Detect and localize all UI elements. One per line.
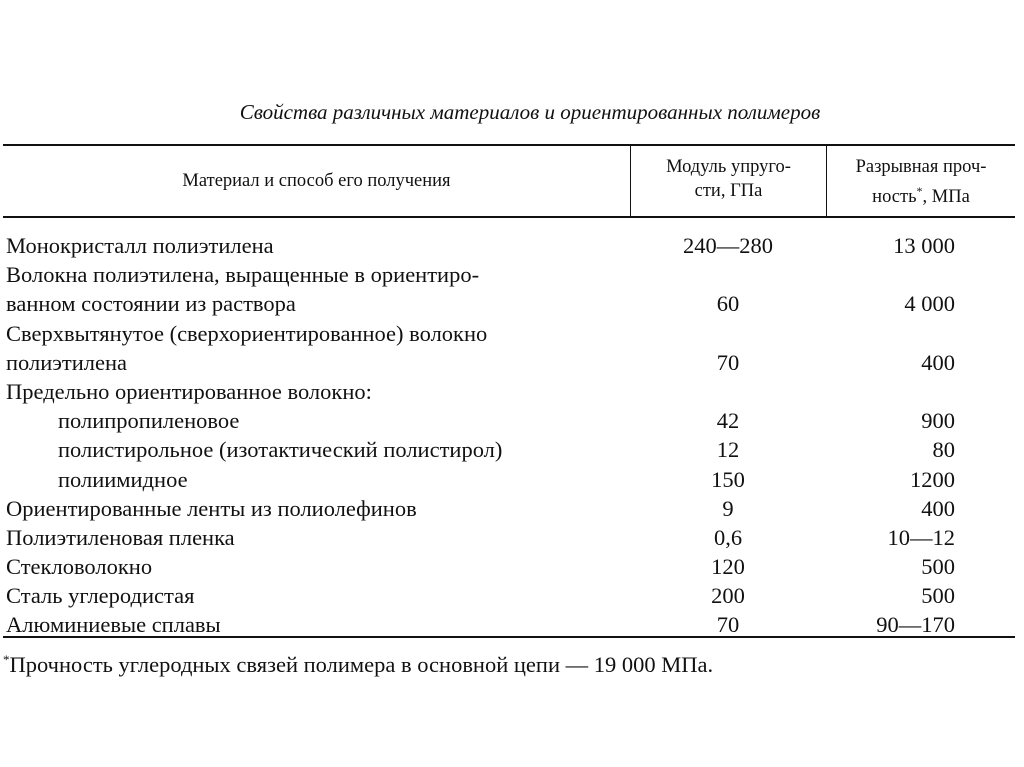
modulus-cell: 120 [711,554,745,580]
strength-cell: 13 000 [893,233,955,258]
material-cell: полистирольное (изотактический полистирол) [58,437,503,463]
table-row [0,465,1024,494]
table-row [0,406,1024,435]
header-strength-line2 [827,179,1015,209]
modulus-cell: 70 [716,349,740,375]
strength-cell: 500 [921,583,955,609]
header-strength-unit: , МПа [922,187,970,208]
table-row [0,552,1024,581]
modulus-cell: 0,6 [713,524,743,550]
modulus-cell: 60 [716,291,740,317]
header-modulus [631,155,826,203]
table-row [0,610,1024,639]
footnote-mark: * [916,184,923,198]
strength-cell: 1200 [910,466,955,492]
strength-cell: 90—170 [876,612,955,638]
header-bottom-rule [3,216,1015,218]
table-top-rule [3,144,1015,146]
header-modulus-line2: сти, ГПа [694,181,763,201]
modulus-cell: 12 [716,437,740,463]
material-cell: Предельно ориентированное волокно: [6,378,372,404]
strength-cell: 400 [921,495,955,521]
material-cell: Ориентированные ленты из полиолефинов [6,495,417,521]
footnote-mark: * [3,652,10,667]
material-cell: полиэтилена [6,349,128,375]
table-body [0,231,1024,640]
strength-cell: 500 [921,554,955,580]
footnote [3,652,713,678]
table-row [0,581,1024,610]
material-cell: Волокна полиэтилена, выращенные в ориентиро- [6,262,480,288]
modulus-cell: 150 [711,466,745,492]
table-row [0,289,1024,318]
material-cell: ванном состоянии из раствора [6,291,296,317]
footnote-text: Прочность углеродных связей полимера в основной цепи — 19 000 МПа. [9,652,714,677]
material-cell: полипропиленовое [58,408,240,434]
material-cell: Сталь углеродистая [6,583,195,609]
modulus-cell: 9 [722,495,734,521]
table-title: Свойства различных материалов и ориентированных полимеров [239,100,821,124]
material-cell: Монокристалл полиэтилена [6,233,274,258]
table-row [0,319,1024,348]
table-row [0,523,1024,552]
strength-cell: 900 [921,408,955,434]
strength-cell: 400 [921,349,955,375]
header-strength [827,155,1015,209]
table-row [0,231,1024,260]
strength-cell: 4 000 [904,291,955,317]
table-row [0,377,1024,406]
modulus-cell: 200 [711,583,745,609]
header-modulus-line1: Модуль упруго- [666,157,791,177]
header-material: Материал и способ его получения [182,171,451,191]
strength-cell: 80 [932,437,955,463]
modulus-cell: 42 [716,408,740,434]
header-strength-text: ность [872,187,917,208]
material-cell: Алюминиевые сплавы [6,612,221,638]
strength-cell: 10—12 [887,524,955,550]
table-row [0,260,1024,289]
table-row [0,494,1024,523]
modulus-cell: 240—280 [683,233,773,258]
modulus-cell: 70 [716,612,740,638]
material-cell: Полиэтиленовая пленка [6,524,235,550]
material-cell: Стекловолокно [6,554,153,580]
table-row [0,435,1024,464]
material-cell: полиимидное [58,466,188,492]
table-row [0,348,1024,377]
header-strength-line1: Разрывная проч- [855,157,987,177]
material-cell: Сверхвытянутое (сверхориентированное) волокно [6,320,488,346]
